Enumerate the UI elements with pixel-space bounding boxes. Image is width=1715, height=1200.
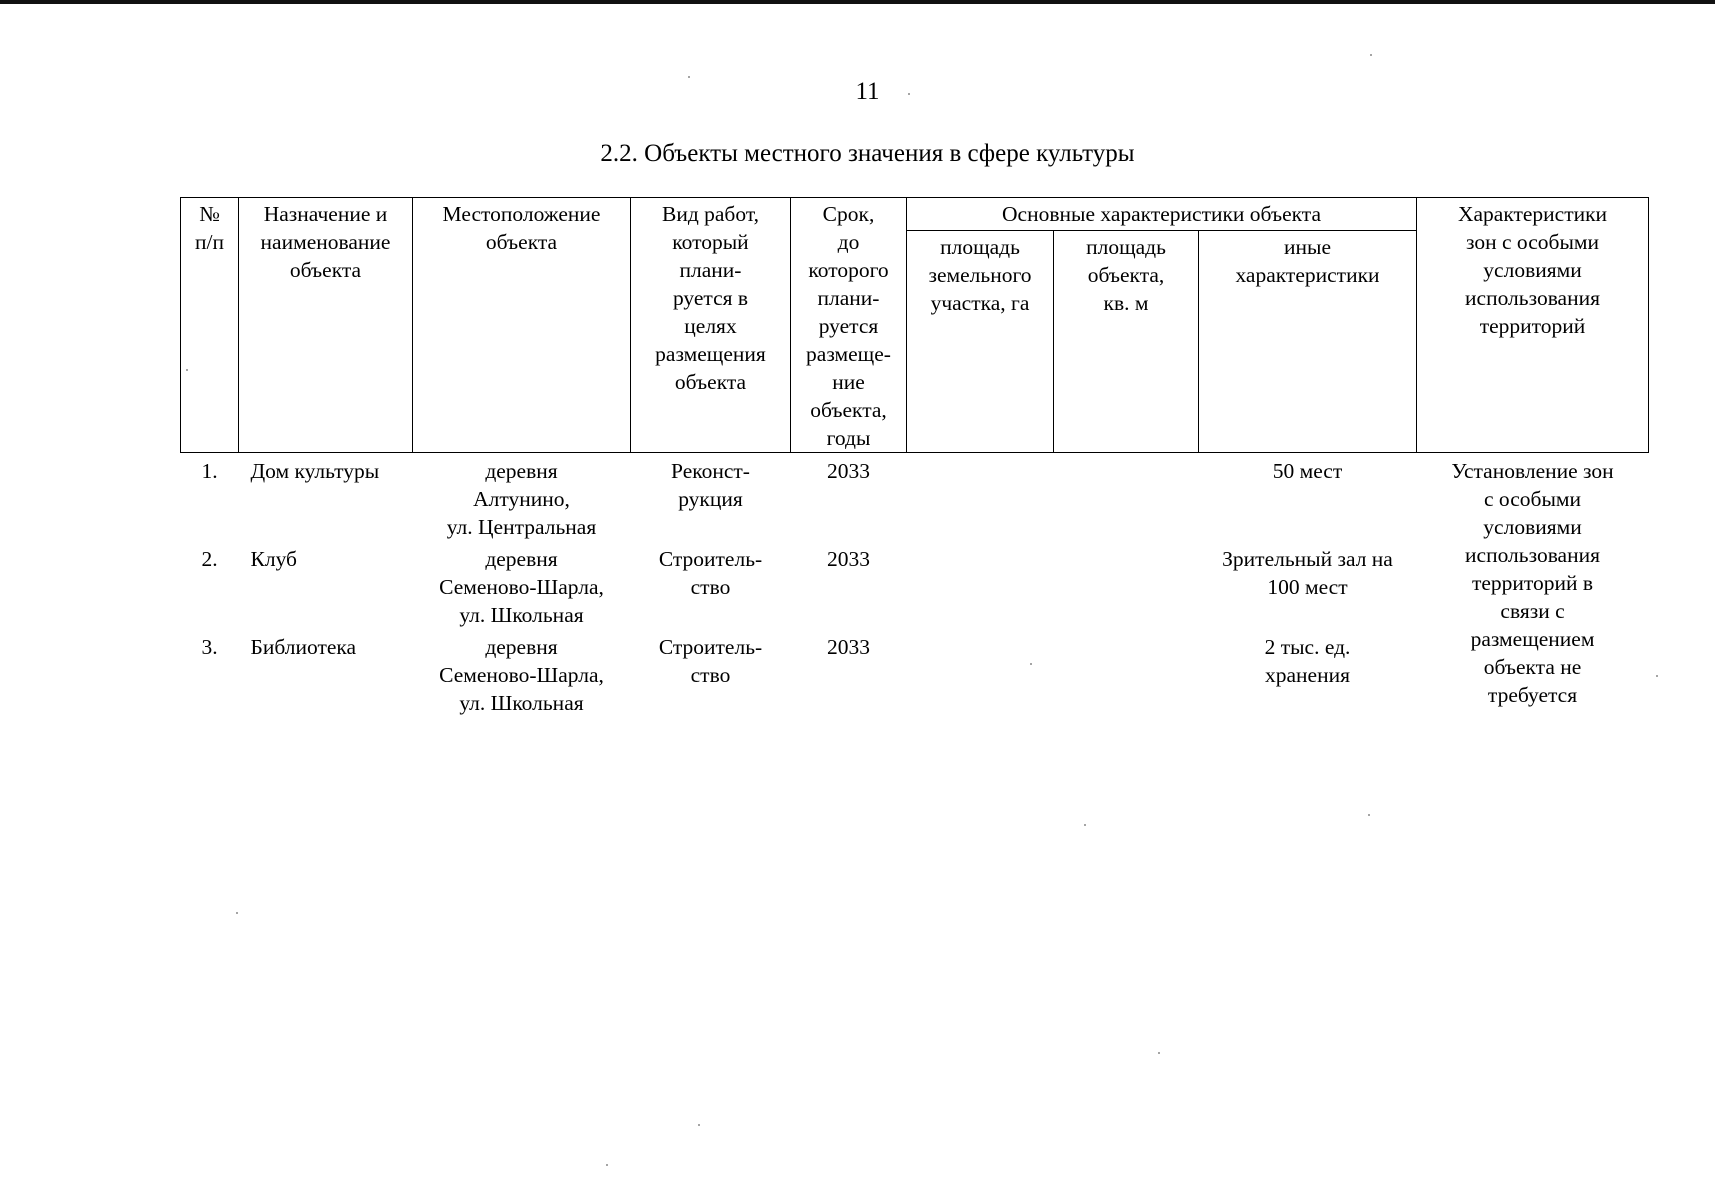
scan-speck bbox=[1656, 675, 1658, 677]
cell-deadline: 2033 bbox=[827, 547, 870, 571]
cell-num: 1. bbox=[201, 459, 218, 483]
cell-num: 2. bbox=[201, 547, 218, 571]
cell-name: Дом культуры bbox=[250, 459, 380, 483]
scan-speck bbox=[606, 1164, 608, 1166]
header-main-characteristics: Основные характеристики объекта bbox=[907, 198, 1417, 231]
scan-speck bbox=[236, 912, 238, 914]
cell-location: деревня Семеново-Шарла, ул. Школьная bbox=[439, 635, 604, 715]
header-other: иные характеристики bbox=[1199, 231, 1417, 453]
cell-work-type: Строитель- ство bbox=[658, 635, 763, 687]
cell-num: 3. bbox=[201, 635, 218, 659]
cell-other: 50 мест bbox=[1272, 459, 1343, 483]
cell-location: деревня Алтунино, ул. Центральная bbox=[446, 459, 597, 539]
top-border-line bbox=[0, 0, 1715, 4]
scan-speck bbox=[688, 76, 690, 78]
cell-location: деревня Семеново-Шарла, ул. Школьная bbox=[439, 547, 604, 627]
scan-speck bbox=[1370, 54, 1372, 56]
table-row bbox=[181, 453, 1649, 542]
cell-name: Клуб bbox=[250, 547, 297, 571]
table-header-row bbox=[181, 198, 1649, 231]
cell-work-type: Реконст- рукция bbox=[671, 459, 750, 511]
cell-land-area bbox=[907, 453, 1054, 542]
scan-speck bbox=[1368, 814, 1370, 816]
section-title: 2.2. Объекты местного значения в сфере культуры bbox=[600, 140, 1135, 167]
header-deadline: Срок, до которого плани- руется размеще- ние объекта, годы bbox=[791, 198, 907, 453]
page-number: 11 bbox=[855, 78, 880, 105]
cell-land-area bbox=[907, 541, 1054, 629]
scan-speck bbox=[1158, 1052, 1160, 1054]
scan-speck bbox=[908, 93, 910, 95]
objects-table bbox=[180, 197, 1649, 717]
cell-land-area bbox=[907, 629, 1054, 717]
header-land-area: площадь земельного участка, га bbox=[907, 231, 1054, 453]
scan-speck bbox=[186, 369, 188, 371]
header-name: Назначение и наименование объекта bbox=[239, 198, 413, 453]
cell-name: Библиотека bbox=[250, 635, 357, 659]
objects-table-container bbox=[180, 197, 1648, 717]
header-num: № п/п bbox=[181, 198, 239, 453]
cell-other: Зрительный зал на 100 мест bbox=[1222, 547, 1393, 599]
scan-speck bbox=[698, 1124, 700, 1126]
scan-speck bbox=[1084, 824, 1086, 826]
cell-object-area bbox=[1054, 453, 1199, 542]
cell-deadline: 2033 bbox=[827, 459, 870, 483]
cell-object-area bbox=[1054, 629, 1199, 717]
header-work-type: Вид работ, который плани- руется в целях размещения объекта bbox=[631, 198, 791, 453]
header-zones: Характеристики зон с особыми условиями использования территорий bbox=[1417, 198, 1649, 453]
cell-object-area bbox=[1054, 541, 1199, 629]
header-location: Местоположение объекта bbox=[413, 198, 631, 453]
cell-deadline: 2033 bbox=[827, 635, 870, 659]
header-object-area: площадь объекта, кв. м bbox=[1054, 231, 1199, 453]
cell-work-type: Строитель- ство bbox=[658, 547, 763, 599]
cell-zones-note: Установление зон с особыми условиями использования территорий в связи с размещением объекта не требуется bbox=[1451, 459, 1614, 707]
scan-speck bbox=[1030, 663, 1032, 665]
cell-other: 2 тыс. ед. хранения bbox=[1264, 635, 1351, 687]
